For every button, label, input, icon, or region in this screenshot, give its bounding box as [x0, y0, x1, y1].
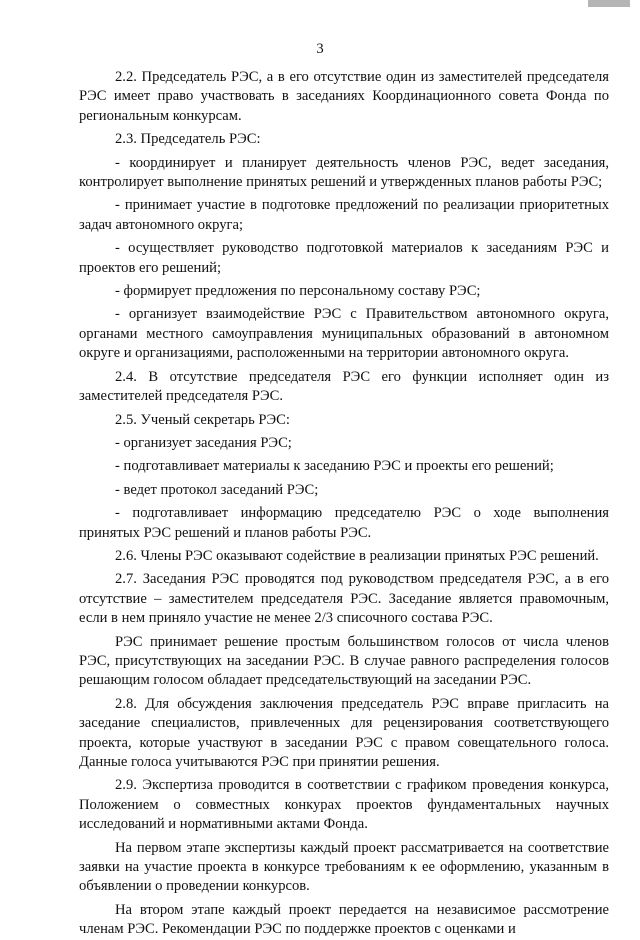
- page-number: 3: [316, 41, 324, 57]
- paragraph: - принимает участие в подготовке предложений по реализации приоритетных задач автономного округа;: [79, 197, 609, 233]
- paragraph: 2.6. Члены РЭС оказывают содействие в реализации принятых РЭС решений.: [115, 547, 599, 564]
- document-body: [79, 68, 609, 940]
- paragraph: - ведет протокол заседаний РЭС;: [115, 481, 319, 498]
- paragraph: 2.3. Председатель РЭС:: [115, 131, 261, 148]
- paragraph: 2.5. Ученый секретарь РЭС:: [115, 411, 290, 428]
- paragraph: 2.8. Для обсуждения заключения председатель РЭС вправе пригласить на заседание специалистов, привлеченных для рецензирования соответствующего проекта, которые участвуют в заседании РЭС с правом совещательного голоса. Данные голоса учитываются РЭС при принятии решения.: [79, 695, 609, 770]
- paragraph: - подготавливает материалы к заседанию РЭС и проекты его решений;: [115, 458, 554, 475]
- scan-edge-mark: [588, 0, 630, 7]
- paragraph: - подготавливает информацию председателю РЭС о ходе выполнения принятых РЭС решений и планов работы РЭС.: [79, 505, 609, 541]
- paragraph: 2.2. Председатель РЭС, а в его отсутствие один из заместителей председателя РЭС имеет право участвовать в заседаниях Координационного совета Фонда по региональным конкурсам.: [79, 69, 609, 124]
- paragraph: На первом этапе экспертизы каждый проект рассматривается на соответствие заявки на участие проекта в конкурсе требованиям к ее оформлению, указанным в объявлении о проведении конкурсов.: [79, 839, 609, 895]
- paragraph: - организует заседания РЭС;: [115, 434, 292, 451]
- paragraph: - координирует и планирует деятельность членов РЭС, ведет заседания, контролирует выполнение принятых решений и утвержденных планов работы РЭС;: [79, 154, 609, 191]
- paragraph: РЭС принимает решение простым большинством голосов от числа членов РЭС, присутствующих на заседании РЭС. В случае равного распределения голосов решающим голосом обладает председательствующий на заседании РЭС.: [79, 633, 609, 689]
- paragraph: - организует взаимодействие РЭС с Правительством автономного округа, органами местного самоуправления муниципальных образований в автономном округе и организациями, расположенными на территории автономного округа.: [79, 306, 609, 362]
- paragraph: 2.9. Экспертиза проводится в соответствии с графиком проведения конкурса, Положением о совместных конкурах проектов фундаментальных научных исследований и нормативными актами Фонда.: [79, 777, 609, 833]
- paragraph: - осуществляет руководство подготовкой материалов к заседаниям РЭС и проектов его решений;: [79, 240, 609, 276]
- paragraph: На втором этапе каждый проект передается на независимое рассмотрение членам РЭС. Рекомендации РЭС по поддержке проектов с оценками и: [79, 901, 609, 938]
- paragraph: 2.7. Заседания РЭС проводятся под руководством председателя РЭС, а в его отсутствие – заместителем председателя РЭС. Заседание является правомочным, если в нем приняло участие не менее 2/3 списочного состава РЭС.: [79, 571, 609, 627]
- paragraph: - формирует предложения по персональному составу РЭС;: [115, 283, 481, 300]
- paragraph: 2.4. В отсутствие председателя РЭС его функции исполняет один из заместителей председателя РЭС.: [79, 368, 609, 405]
